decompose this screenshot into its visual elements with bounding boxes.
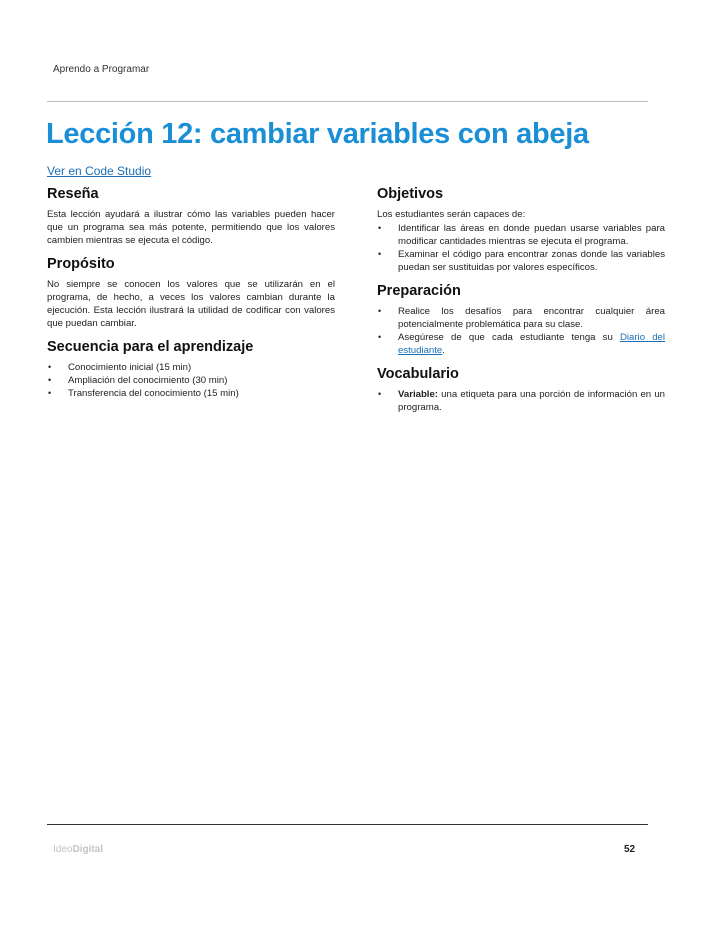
resena-text: Esta lección ayudará a ilustrar cómo las variables pueden hacer que un programa sea más potente, permitiendo que los valores cambien mientras se ejecuta el código. xyxy=(47,209,335,246)
header-divider xyxy=(47,101,648,102)
bullet-icon: • xyxy=(48,375,52,385)
vocab-term: Variable: xyxy=(398,389,438,400)
proposito-text: No siempre se conocen los valores que se utilizarán en el programa, de hecho, a veces los valores cambian durante la ejecución. Esta lección ilustrará la utilidad de codificar con valores que puedan cambiar. xyxy=(47,279,335,329)
right-column xyxy=(377,186,665,423)
bullet-icon: • xyxy=(378,306,382,316)
objetivos-section xyxy=(377,186,665,274)
list-item: • Examinar el código para encontrar zonas donde las variables puedan ser sustituidas por valores específicos. xyxy=(378,249,665,273)
bullet-icon: • xyxy=(378,332,382,342)
list-item: • Asegúrese de que cada estudiante tenga su Diario del estudiante. xyxy=(378,332,665,356)
preparacion-section xyxy=(377,283,665,357)
bullet-icon: • xyxy=(48,388,52,398)
bullet-icon: • xyxy=(378,249,382,259)
secuencia-section xyxy=(47,339,335,400)
list-item: • Ampliación del conocimiento (30 min) xyxy=(48,375,228,386)
list-item: • Transferencia del conocimiento (15 min) xyxy=(48,388,239,399)
proposito-heading: Propósito xyxy=(47,256,115,272)
list-item: • Conocimiento inicial (15 min) xyxy=(48,362,192,373)
diario-estudiante-link[interactable]: Diario del estudiante xyxy=(398,332,665,356)
list-item xyxy=(377,388,665,414)
proposito-section xyxy=(47,256,335,330)
page-number: 52 xyxy=(624,844,636,855)
footer-brand: IdeoDigital xyxy=(53,844,104,855)
vocabulario-list xyxy=(377,388,665,414)
resena-heading: Reseña xyxy=(47,186,99,202)
preparacion-heading: Preparación xyxy=(377,283,461,299)
list-item: • Identificar las áreas en donde puedan usarse variables para modificar cantidades mientras se ejecuta el programa. xyxy=(378,223,665,247)
vocab-definition: una etiqueta para una porción de información en un programa. xyxy=(398,389,665,413)
vocabulario-heading: Vocabulario xyxy=(377,366,459,382)
secuencia-list xyxy=(47,361,335,400)
left-column xyxy=(47,186,335,409)
objetivos-list xyxy=(377,222,665,274)
bullet-icon: • xyxy=(48,362,52,372)
list-item: • Realice los desafíos para encontrar cualquier área potencialmente problemática para su clase. xyxy=(378,306,665,330)
preparacion-list xyxy=(377,305,665,357)
running-head: Aprendo a Programar xyxy=(53,64,150,75)
code-studio-link[interactable]: Ver en Code Studio xyxy=(47,164,152,178)
vocabulario-section xyxy=(377,366,665,414)
lesson-title: Lección 12: cambiar variables con abeja xyxy=(46,118,589,150)
bullet-icon: • xyxy=(378,223,382,233)
secuencia-heading: Secuencia para el aprendizaje xyxy=(47,339,254,355)
objetivos-intro: Los estudiantes serán capaces de: xyxy=(377,209,526,220)
bullet-icon: • xyxy=(378,389,382,399)
footer-divider xyxy=(47,824,648,825)
objetivos-heading: Objetivos xyxy=(377,186,444,202)
resena-section xyxy=(47,186,335,247)
